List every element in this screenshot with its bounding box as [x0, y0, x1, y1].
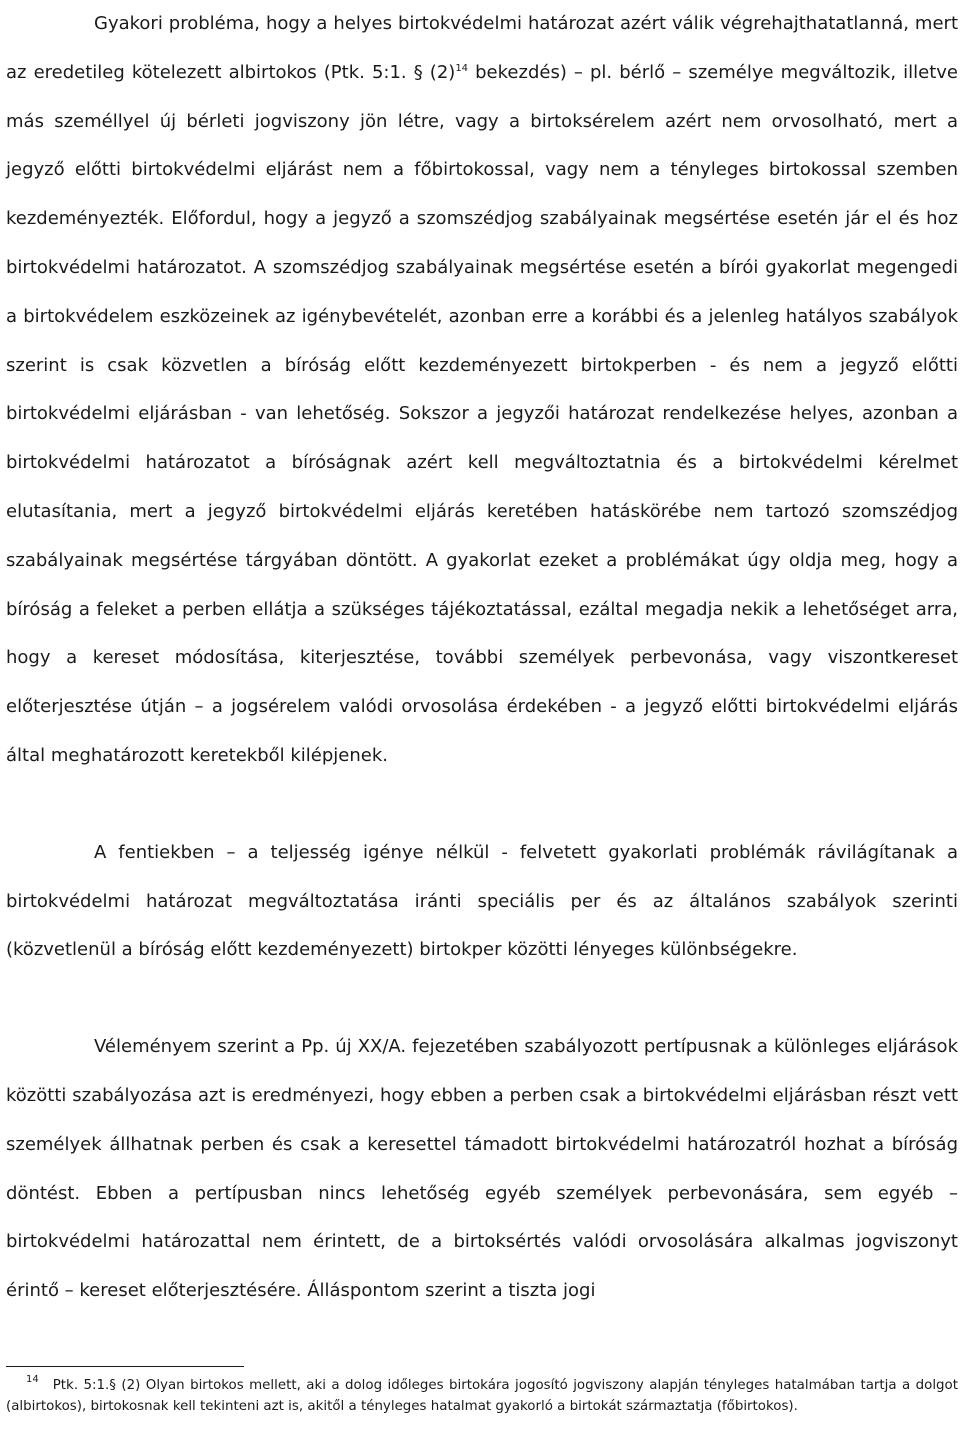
footnote-separator: [6, 1366, 244, 1367]
paragraph-1-text-end: bekezdés) – pl. bérlő – személye megváltozik, illetve más személlyel új bérleti jogviszony jön létre, vagy a birtoksérelem azért nem orvosolható, mert a jegyző előtti birtokvédelmi eljárást nem a főbirtokossal, vagy nem a tényleges birtokossal szemben kezdeményezték. Előfordul, hogy a jegyző a szomszédjog szabályainak megsértése esetén jár el és hoz birtokvédelmi határozatot. A szomszédjog szabályainak megsértése esetén a bírói gyakorlat megengedi a birtokvédelem eszközeinek az igénybevételét, azonban erre a korábbi és a jelenleg hatályos szabályok szerint is csak közvetlen a bíróság előtt kezdeményezett birtokperben - és nem a jegyző előtti birtokvédelmi eljárásban - van lehetőség. Sokszor a jegyzői határozat rendelkezése helyes, azonban a birtokvédelmi határozatot a bíróságnak azért kell megváltoztatnia és a birtokvédelmi kérelmet elutasítania, mert a jegyző birtokvédelmi eljárás keretében hatáskörébe nem tartozó szomszédjog szabályainak megsértése tárgyában döntött. A gyakorlat ezeket a problémákat úgy oldja meg, hogy a bíróság a feleket a perben ellátja a szükséges tájékoztatással, ezáltal megadja nekik a lehetőséget arra, hogy a kereset módosítása, kiterjesztése, további személyek perbevonása, vagy viszontkereset előterjesztése útján – a jogsérelem valódi orvosolása érdekében - a jegyző előtti birtokvédelmi eljárás által meghatározott keretekből kilépjenek.: [6, 61, 958, 766]
paragraph-3: Véleményem szerint a Pp. új XX/A. fejezetében szabályozott pertípusnak a különleges eljárások közötti szabályozása azt is eredményezi, hogy ebben a perben csak a birtokvédelmi eljárásban részt vett személyek állhatnak perben és csak a keresettel támadott birtokvédelmi határozatról hozhat a bíróság döntést. Ebben a pertípusban nincs lehetőség egyéb személyek perbevonására, sem egyéb – birtokvédelmi határozattal nem érintett, de a birtoksértés valódi orvosolására alkalmas jogviszonyt érintő – kereset előterjesztésére. Álláspontom szerint a tiszta jogi: [6, 1036, 958, 1302]
footnote-text: Ptk. 5:1.§ (2) Olyan birtokos mellett, aki a dolog időleges birtokára jogosító jogviszony alapján tényleges hatalmában tartja a dolgot (albirtokos), birtokosnak kell tekinteni azt is, akitől a tényleges hatalmat gyakorló a birtokát származtatja (főbirtokos).: [6, 1378, 958, 1414]
paragraph-1: [6, 0, 958, 781]
footnote: [6, 1376, 958, 1417]
footnote-reference[interactable]: 14: [455, 62, 469, 74]
footnote-number: 14: [26, 1374, 39, 1385]
document-page: [6, 0, 958, 1316]
paragraph-1-text-start: Gyakori probléma, hogy a helyes birtokvédelmi határozat azért válik végrehajthatatlanná, mert az eredetileg kötelezett albirtokos (Ptk. 5:1. § (2): [6, 13, 958, 83]
paragraph-2: A fentiekben – a teljesség igénye nélkül - felvetett gyakorlati problémák rávilágítanak a birtokvédelmi határozat megváltoztatása iránti speciális per és az általános szabályok szerinti (közvetlenül a bíróság előtt kezdeményezett) birtokper közötti lényeges különbségekre.: [6, 841, 958, 961]
